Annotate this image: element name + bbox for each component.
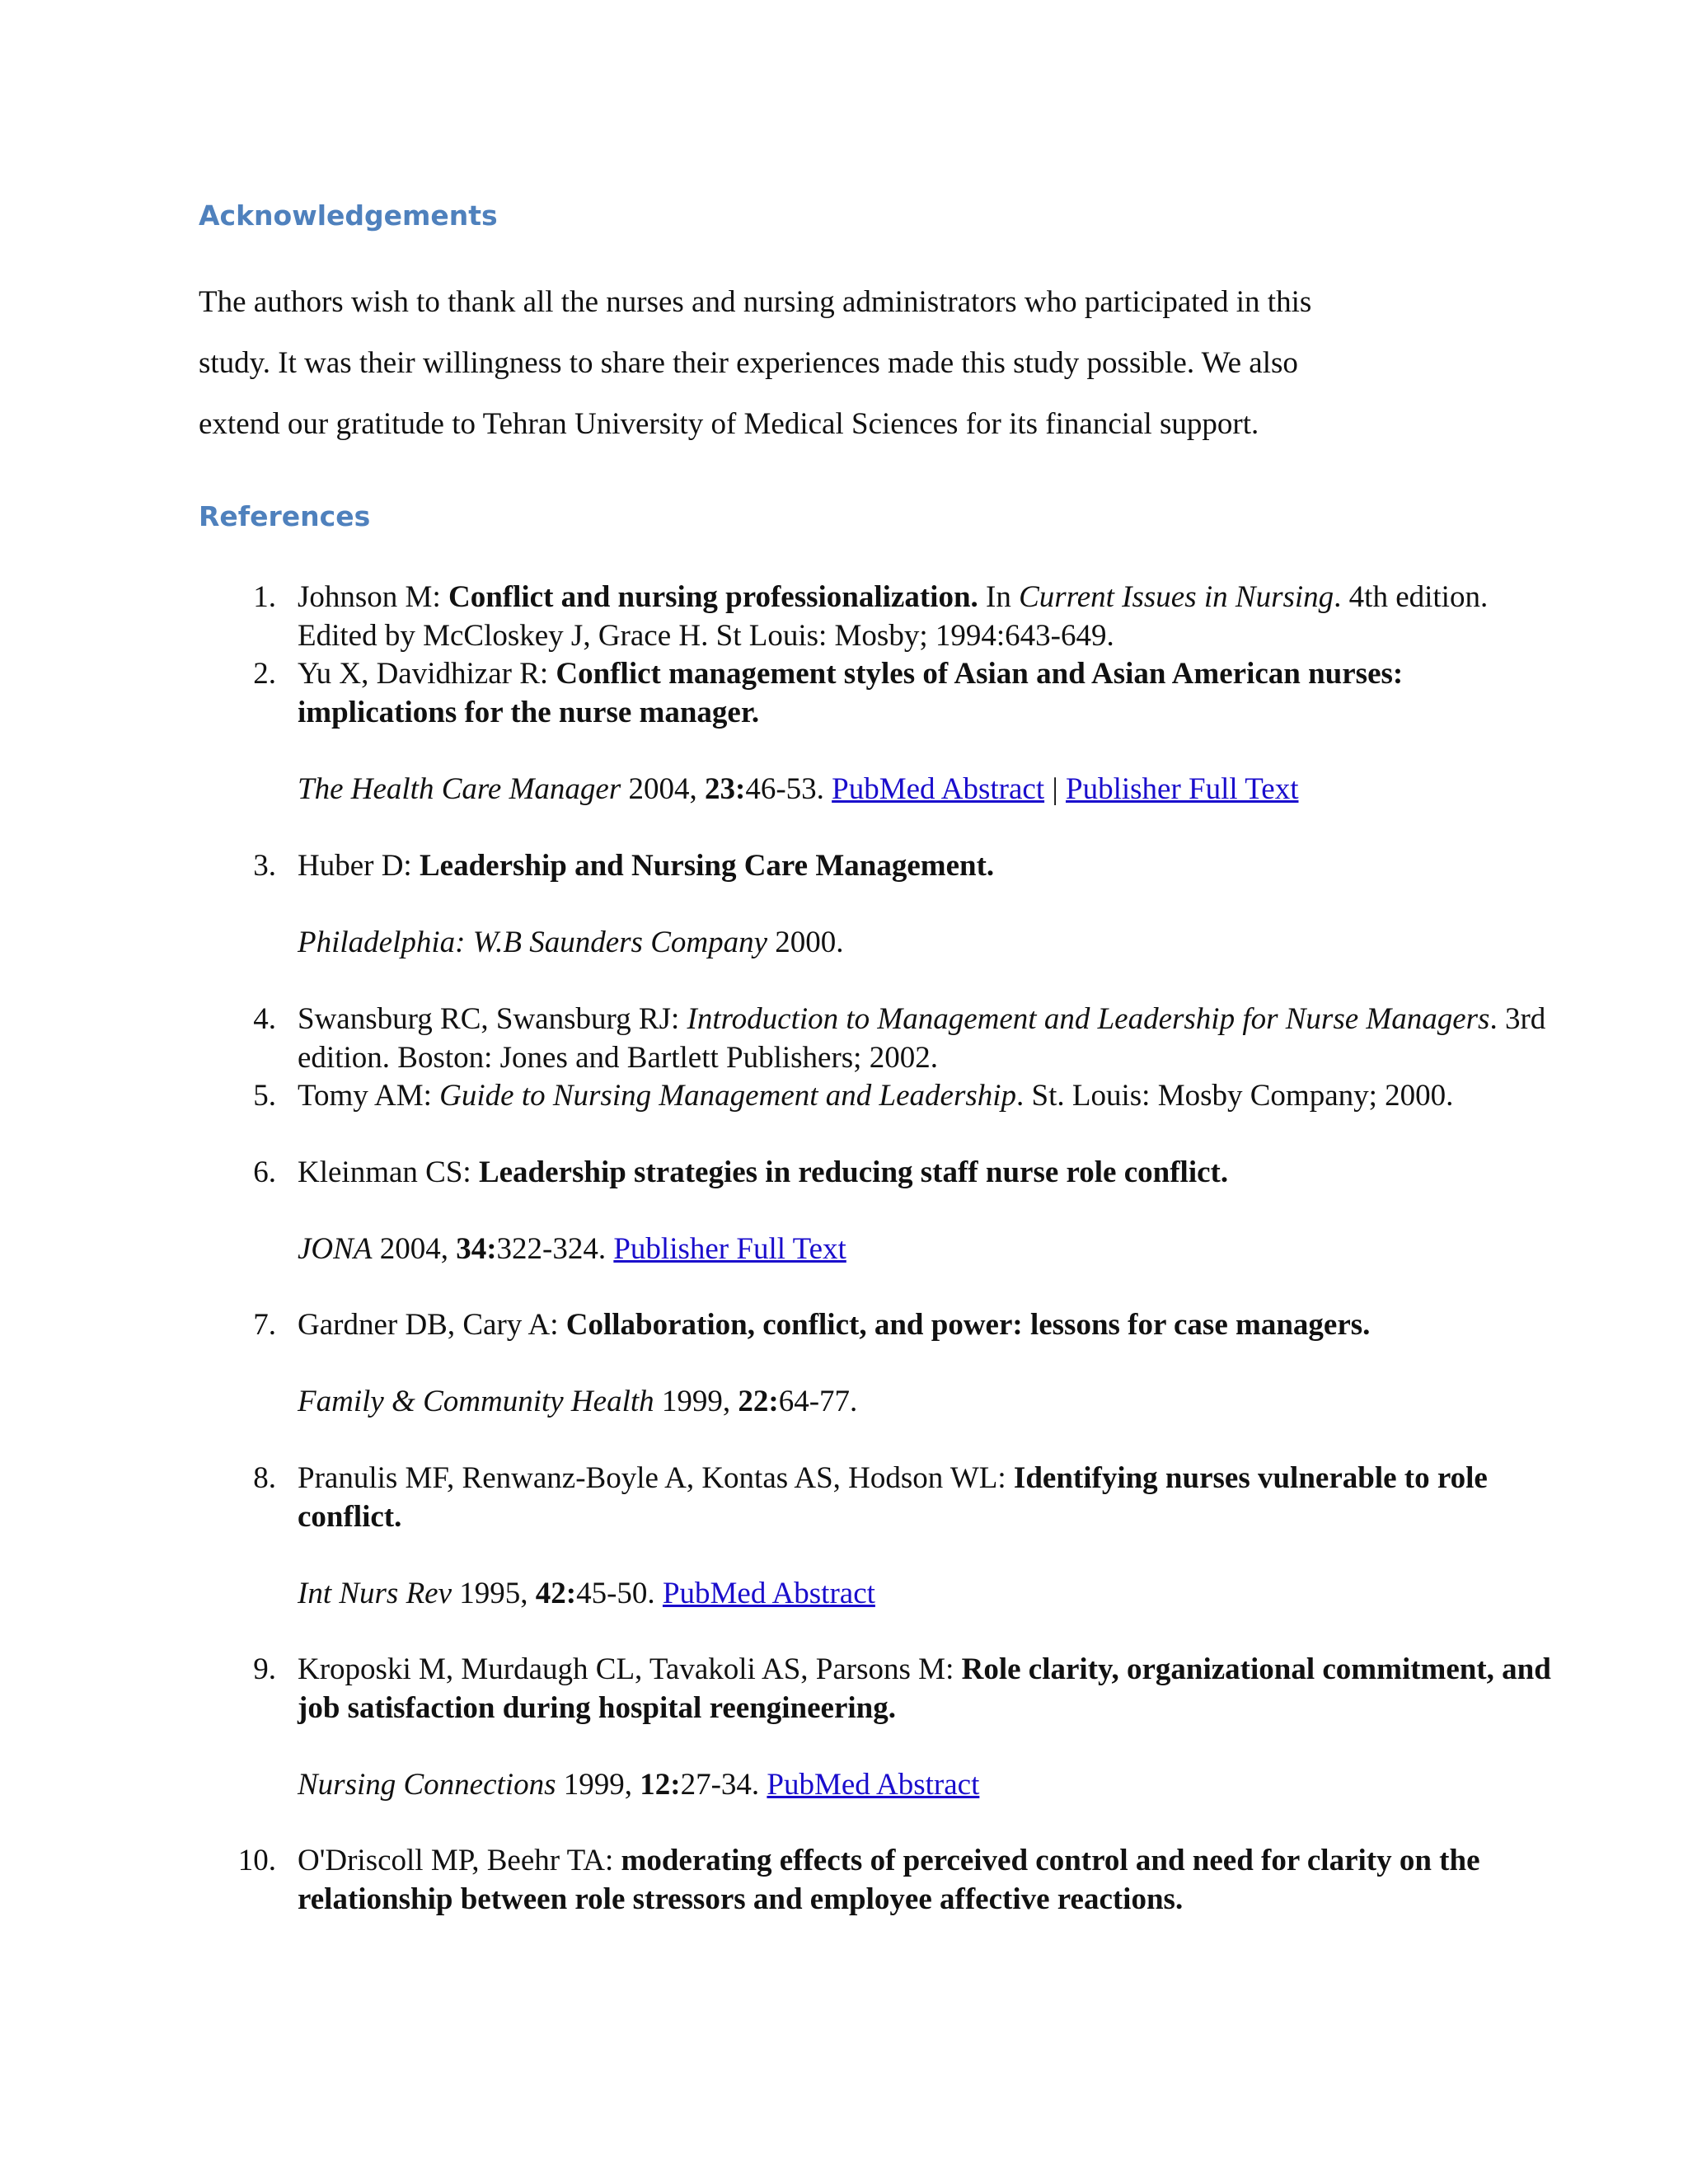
reference-item [199, 1001, 1559, 1077]
reference-authors: Gardner DB, Cary A: [298, 1308, 566, 1342]
link-separator: | [1044, 771, 1067, 806]
reference-details: . St. Louis: Mosby Company; 2000. [1016, 1079, 1454, 1113]
publisher-full-text-link[interactable]: Publisher Full Text [613, 1232, 846, 1266]
reference-number: 4. [253, 1002, 276, 1036]
reference-pages: 27-34. [680, 1767, 767, 1802]
reference-pages: 45-50. [576, 1576, 663, 1610]
pubmed-abstract-link[interactable]: PubMed Abstract [662, 1576, 875, 1610]
reference-book: Guide to Nursing Management and Leadership [439, 1079, 1017, 1113]
reference-year: 1999, [654, 1385, 738, 1418]
reference-journal: Int Nurs Rev [298, 1576, 452, 1610]
reference-text [298, 1842, 1559, 1919]
reference-title: Identifying nurses vulnerable to role conflict. [298, 1461, 1488, 1534]
reference-journal: The Health Care Manager [298, 771, 621, 806]
reference-title: Role clarity, organizational commitment, and job satisfaction during hospital reengineering. [298, 1652, 1551, 1725]
reference-volume: 34: [456, 1232, 497, 1266]
reference-details: . 3rd edition. Boston: Jones and Bartlett Publishers; 2002. [298, 1002, 1546, 1075]
reference-year: 1995, [452, 1576, 536, 1610]
reference-authors: Tomy AM: [298, 1079, 440, 1113]
reference-book: Current Issues in Nursing [1019, 580, 1334, 614]
reference-book: Introduction to Management and Leadership for Nurse Managers [687, 1002, 1490, 1036]
reference-authors: Kroposki M, Murdaugh CL, Tavakoli AS, Parsons M: [298, 1652, 962, 1686]
reference-journal-line [298, 1383, 1559, 1422]
reference-volume: 22: [738, 1385, 779, 1418]
reference-number: 7. [253, 1308, 276, 1342]
publisher-full-text-link[interactable]: Publisher Full Text [1066, 771, 1299, 806]
reference-item [199, 1306, 1559, 1422]
reference-item [199, 1460, 1559, 1613]
reference-title: Conflict management styles of Asian and Asian American nurses: implications for the nurse manager. [298, 657, 1404, 729]
reference-number: 9. [253, 1652, 276, 1686]
reference-authors: Johnson M: [298, 580, 448, 614]
reference-year: 2004, [621, 771, 705, 806]
reference-item [199, 1154, 1559, 1269]
reference-year: 2000. [767, 926, 844, 959]
reference-authors: Pranulis MF, Renwanz-Boyle A, Kontas AS, Hodson WL: [298, 1461, 1014, 1495]
reference-text [298, 1077, 1559, 1116]
reference-text [298, 1154, 1559, 1193]
reference-text [298, 1306, 1559, 1345]
reference-text [298, 579, 1559, 655]
references-heading: References [199, 500, 371, 532]
reference-authors: O'Driscoll MP, Beehr TA: [298, 1844, 621, 1877]
reference-year: 2004, [372, 1232, 457, 1266]
acknowledgements-heading: Acknowledgements [199, 199, 498, 232]
reference-item [199, 1842, 1559, 1919]
reference-number: 1. [253, 580, 276, 614]
reference-number: 2. [253, 657, 276, 691]
reference-volume: 23: [704, 771, 746, 806]
reference-title: Leadership and Nursing Care Management. [419, 849, 995, 883]
reference-item [199, 1651, 1559, 1804]
reference-text [298, 655, 1559, 732]
reference-text [298, 1001, 1559, 1077]
reference-text [298, 847, 1559, 886]
reference-journal: Philadelphia: W.B Saunders Company [298, 926, 768, 959]
reference-pages: 46-53. [745, 771, 832, 806]
reference-journal-line [298, 1230, 1559, 1269]
ack-line: extend our gratitude to Tehran University of Medical Sciences for its financial support. [199, 407, 1259, 441]
reference-authors: Swansburg RC, Swansburg RJ: [298, 1002, 687, 1036]
reference-authors: Yu X, Davidhizar R: [298, 657, 556, 691]
reference-item [199, 655, 1559, 808]
reference-pages: 64-77. [778, 1385, 858, 1418]
reference-title: Collaboration, conflict, and power: lessons for case managers. [565, 1308, 1371, 1342]
reference-volume: 42: [535, 1576, 577, 1610]
reference-in: In [978, 580, 1020, 614]
ack-line: study. It was their willingness to share their experiences made this study possible. We also [199, 346, 1298, 380]
reference-year: 1999, [556, 1767, 640, 1802]
reference-authors: Kleinman CS: [298, 1155, 479, 1189]
ack-line: The authors wish to thank all the nurses and nursing administrators who participated in this [199, 285, 1312, 319]
reference-number: 6. [253, 1155, 276, 1189]
reference-text [298, 1651, 1559, 1727]
reference-journal-line [298, 1575, 1559, 1614]
reference-journal-line [298, 771, 1559, 809]
reference-details: . 4th edition. Edited by McCloskey J, Grace H. St Louis: Mosby; 1994:643-649. [298, 580, 1489, 653]
reference-item [199, 579, 1559, 655]
reference-title: Conflict and nursing professionalization. [448, 580, 978, 614]
pubmed-abstract-link[interactable]: PubMed Abstract [767, 1767, 980, 1802]
reference-number: 5. [253, 1079, 276, 1113]
reference-journal: JONA [298, 1232, 373, 1266]
reference-title: moderating effects of perceived control and need for clarity on the relationship between role stressors and employee affective reactions. [298, 1844, 1480, 1916]
reference-number: 3. [253, 849, 276, 883]
reference-title: Leadership strategies in reducing staff nurse role conflict. [478, 1155, 1229, 1189]
reference-journal-line [298, 924, 1559, 963]
reference-volume: 12: [640, 1767, 681, 1802]
reference-journal-line [298, 1766, 1559, 1805]
reference-journal: Nursing Connections [298, 1767, 556, 1802]
reference-item [199, 847, 1559, 963]
acknowledgements-body [199, 272, 1534, 455]
reference-number: 8. [253, 1461, 276, 1495]
reference-pages: 322-324. [496, 1232, 614, 1266]
pubmed-abstract-link[interactable]: PubMed Abstract [832, 771, 1045, 806]
reference-authors: Huber D: [298, 849, 420, 883]
reference-number: 10. [237, 1844, 276, 1877]
reference-text [298, 1460, 1559, 1536]
reference-journal: Family & Community Health [298, 1385, 654, 1418]
reference-item [199, 1077, 1559, 1116]
